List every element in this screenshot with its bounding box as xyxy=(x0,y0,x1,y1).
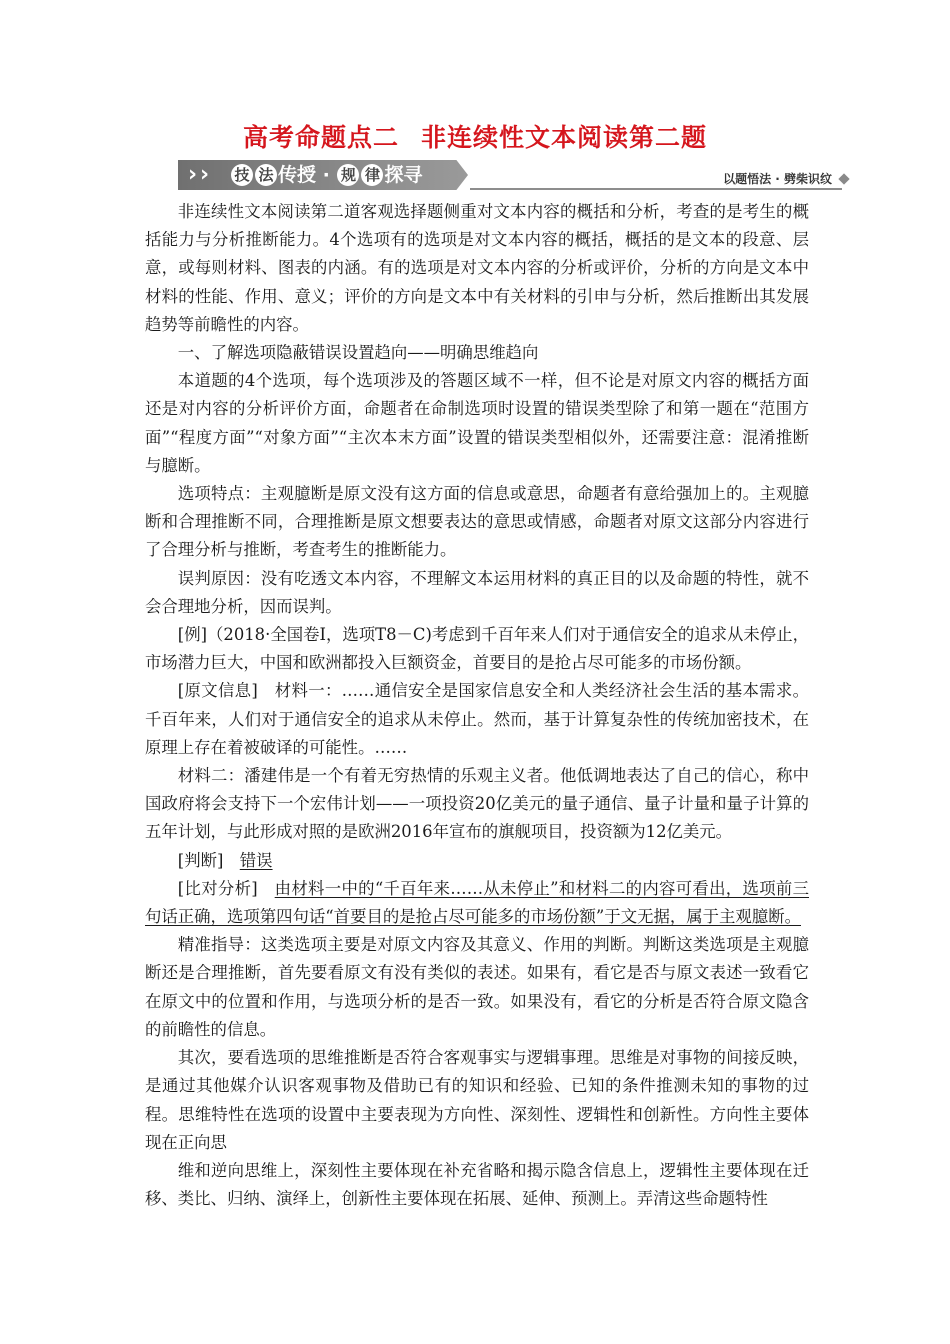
title-part-1: 高考命题点二 xyxy=(242,123,399,152)
judgment-label: [判断] xyxy=(177,850,224,870)
paragraph-guidance: 精准指导：这类选项主要是对原文内容及其意义、作用的判断。判断这类选项是主观臆断还是合理推断，首先要看原文有没有类似的表述。如果有，看它是否与原文表述一致看它在原文中的位置和作用，与选项分析的是否一致。如果没有，看它的分析是否符合原文隐含的前瞻性的信息。 xyxy=(145,935,809,1039)
section-banner xyxy=(178,160,848,190)
paragraph-source-info: [原文信息] 材料一：……通信安全是国家信息安全和人类经济社会生活的基本需求。千百年来，人们对于通信安全的追求从未停止。然而，基于计算复杂性的传统加密技术，在原理上存在着被破译的可能性。…… xyxy=(145,681,809,757)
chevron-right-icon: › xyxy=(200,162,210,187)
comparison-answer: 由材料一中的“千百年来……从未停止”和材料二的内容可看出，选项前三句话正确，选项第四句话“首要目的是抢占尽可能多的市场份额”于文无据，属于主观臆断。 xyxy=(145,878,809,927)
paragraph-judgment xyxy=(145,847,809,875)
paragraph-example: [例]（2018·全国卷Ⅰ，选项T8－C)考虑到千百年来人们对于通信安全的追求从未停止，市场潜力巨大，中国和欧洲都投入巨额资金，首要目的是抢占尽可能多的市场份额。 xyxy=(145,625,809,673)
paragraph: 其次，要看选项的思维推断是否符合客观事实与逻辑事理。思维是对事物的间接反映，是通过其他媒介认识客观事物及借助已有的知识和经验、已知的条件推测未知的事物的过程。思维特性在选项的设置中主要表现为方向性、深刻性、逻辑性和创新性。方向性主要体现在正向思 xyxy=(145,1048,809,1152)
banner-char-1: 技 xyxy=(231,164,253,186)
judgment-answer: 错误 xyxy=(239,850,273,870)
paragraph-comparison xyxy=(145,875,809,931)
paragraph: 本道题的4个选项，每个选项涉及的答题区域不一样，但不论是对原文内容的概括方面还是对内容的分析评价方面，命题者在命制选项时设置的错误类型除了和第一题在“范围方面”“程度方面”“对象方面”“主次本末方面”设置的错误类型相似外，还需要注意：混淆推断与臆断。 xyxy=(145,371,809,475)
title-part-2: 非连续性文本阅读第二题 xyxy=(421,123,708,152)
banner-char-3: 规 xyxy=(337,164,359,186)
banner-char-2: 法 xyxy=(255,164,277,186)
banner-text-mid: 传授 · xyxy=(278,164,337,186)
banner-rule xyxy=(470,188,842,190)
paragraph-intro: 非连续性文本阅读第二道客观选择题侧重对文本内容的概括和分析，考查的是考生的概括能力与分析推断能力。4个选项有的选项是对文本内容的概括，概括的是文本的段意、层意，或每则材料、图表的内涵。有的选项是对文本内容的分析或评价，分析的方向是文本中材料的性能、作用、意义；评价的方向是文本中有关材料的引申与分析，然后推断出其发展趋势等前瞻性的内容。 xyxy=(145,202,809,334)
paragraph-material-two: 材料二：潘建伟是一个有着无穷热情的乐观主义者。他低调地表达了自己的信心，称中国政府将会支持下一个宏伟计划——一项投资20亿美元的量子通信、量子计量和量子计算的五年计划，与此形成对照的是欧洲2016年宣布的旗舰项目，投资额为12亿美元。 xyxy=(145,766,809,842)
page-title xyxy=(0,118,950,154)
chevron-right-icon: › xyxy=(188,162,198,187)
paragraph: 维和逆向思维上，深刻性主要体现在补充省略和揭示隐含信息上，逻辑性主要体现在迁移、类比、归纳、演绎上，创新性主要体现在拓展、延伸、预测上。弄清这些命题特性 xyxy=(145,1160,809,1209)
paragraph-misjudge-reason: 误判原因：没有吃透文本内容，不理解文本运用材料的真正目的以及命题的特性，就不会合理地分析，因而误判。 xyxy=(145,568,809,616)
article-body xyxy=(145,198,809,1213)
banner-text-end: 探寻 xyxy=(384,164,423,186)
banner-label xyxy=(230,162,422,188)
section-heading: 一、了解选项隐蔽错误设置趋向——明确思维趋向 xyxy=(177,343,539,363)
diamond-icon xyxy=(838,173,849,184)
banner-subtitle: 以题悟法 · 劈柴识纹 xyxy=(723,172,832,186)
comparison-label: [比对分析] xyxy=(177,878,258,898)
paragraph-option-feature: 选项特点：主观臆断是原文没有这方面的信息或意思，命题者有意给强加上的。主观臆断和合理推断不同，合理推断是原文想要表达的意思或情感，命题者对原文这部分内容进行了合理分析与推断，考查考生的推断能力。 xyxy=(145,484,809,560)
banner-char-4: 律 xyxy=(361,164,383,186)
